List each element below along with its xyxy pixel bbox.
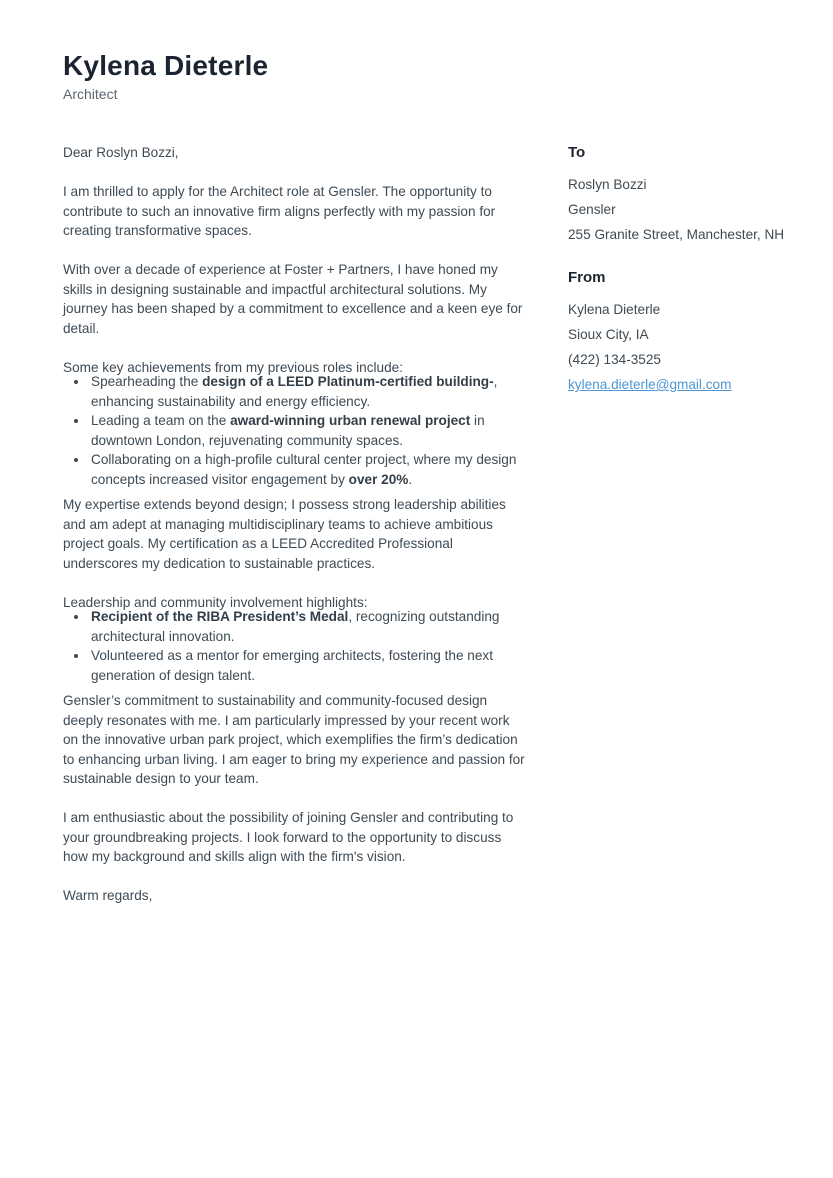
letter-paragraph: My expertise extends beyond design; I possess strong leadership abilities and am adept at managing multidisciplinary teams to achieve ambitious project goals. My certification as a LEED Accredited Professional underscores my dedication to sustainable practices.: [63, 497, 506, 571]
email-link[interactable]: kylena.dieterle@gmail.com: [568, 377, 732, 392]
letter-paragraph: Leadership and community involvement highlights:: [63, 594, 368, 610]
letter-bullet-list: [63, 607, 525, 685]
to-lines: [568, 172, 798, 247]
letter-paragraph: Some key achievements from my previous roles include:: [63, 359, 403, 375]
contact-line: (422) 134-3525: [568, 352, 661, 367]
contact-line: Kylena Dieterle: [568, 302, 661, 317]
letter-paragraph: I am thrilled to apply for the Architect role at Gensler. The opportunity to contribute to such an innovative firm aligns perfectly with my passion for creating transformative spaces.: [63, 184, 496, 238]
bullet-item: • Spearheading the design of a LEED Platinum-certified building-, enhancing sustainability and energy efficiency.: [89, 372, 525, 411]
from-heading: From: [568, 269, 606, 286]
letter-paragraph: With over a decade of experience at Foster + Partners, I have honed my skills in designing sustainable and impactful architectural solutions. My journey has been shaped by a commitment to excellence and a keen eye for detail.: [63, 262, 523, 336]
bullet-item: • Collaborating on a high-profile cultural center project, where my design concepts increased visitor engagement by over 20%.: [89, 450, 525, 489]
contact-line: Sioux City, IA: [568, 327, 649, 342]
to-heading: To: [568, 144, 586, 161]
bullet-item: • Leading a team on the award-winning urban renewal project in downtown London, rejuvenating community spaces.: [89, 411, 525, 450]
letter-paragraph: Dear Roslyn Bozzi,: [63, 145, 179, 160]
from-lines: [568, 297, 798, 372]
recipient-sender-panel: [568, 143, 798, 397]
contact-line: Gensler: [568, 202, 616, 217]
contact-line: Roslyn Bozzi: [568, 177, 647, 192]
job-title: Architect: [63, 86, 118, 102]
letter-body: [63, 143, 525, 925]
to-section: [568, 143, 798, 247]
bullet-item: • Volunteered as a mentor for emerging architects, fostering the next generation of design talent.: [89, 646, 525, 685]
letter-header: [63, 50, 770, 103]
letter-paragraph: Warm regards,: [63, 888, 153, 903]
page-title: Kylena Dieterle: [63, 50, 269, 81]
contact-line: 255 Granite Street, Manchester, NH: [568, 227, 785, 242]
bullet-item: • Recipient of the RIBA President’s Medal, recognizing outstanding architectural innovation.: [89, 607, 525, 646]
letter-paragraph: Gensler’s commitment to sustainability and community-focused design deeply resonates with me. I am particularly impressed by your recent work on the innovative urban park project, which exemplifies the firm’s dedication to enhancing urban living. I am eager to bring my experience and passion for sustainable design to your team.: [63, 693, 525, 786]
letter-paragraph: I am enthusiastic about the possibility of joining Gensler and contributing to your groundbreaking projects. I look forward to the opportunity to discuss how my background and skills align with the firm's vision.: [63, 810, 514, 864]
letter-bullet-list: [63, 372, 525, 489]
from-section: [568, 268, 798, 397]
